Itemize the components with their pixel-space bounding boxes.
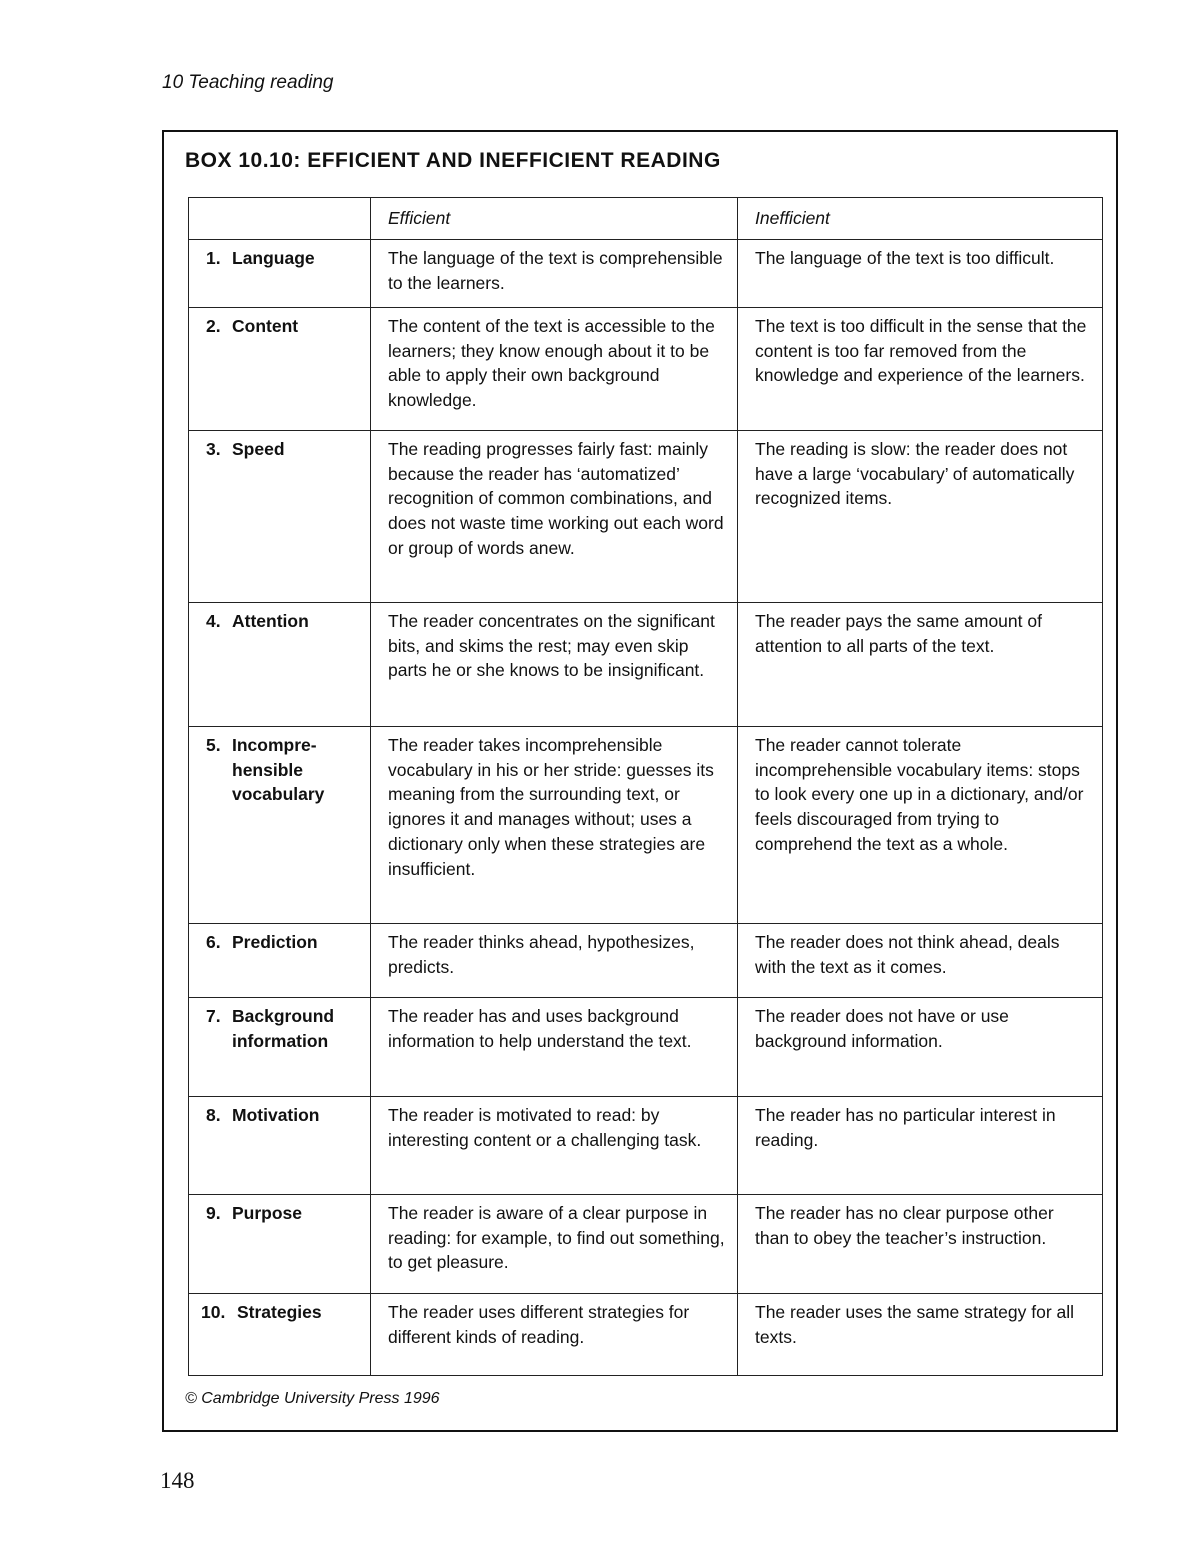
inefficient-cell: The language of the text is too difficult. [738, 240, 1103, 308]
inefficient-cell: The reader does not think ahead, deals with the text as it comes. [738, 924, 1103, 998]
table-row [189, 1195, 1103, 1294]
table-row [189, 998, 1103, 1097]
running-head: 10 Teaching reading [162, 72, 334, 93]
inefficient-cell: The reader has no particular interest in reading. [738, 1097, 1103, 1195]
efficient-cell: The reader is aware of a clear purpose in reading: for example, to find out something, to get pleasure. [371, 1195, 738, 1294]
row-label-text: Motivation [232, 1105, 320, 1125]
row-label [189, 924, 371, 998]
row-number: 6. [206, 932, 221, 952]
header-inefficient: Inefficient [738, 198, 1103, 240]
row-label [189, 431, 371, 603]
row-label [189, 603, 371, 727]
inefficient-cell: The reader uses the same strategy for all texts. [738, 1294, 1103, 1376]
row-number: 8. [206, 1105, 221, 1125]
efficient-cell: The reader thinks ahead, hypothesizes, predicts. [371, 924, 738, 998]
row-label-text: Purpose [232, 1203, 303, 1223]
row-label-text: Strategies [237, 1302, 322, 1322]
table-row [189, 924, 1103, 998]
row-number: 2. [206, 316, 221, 336]
table-row [189, 603, 1103, 727]
row-label-text: Background information [232, 1006, 335, 1051]
inefficient-cell: The reader cannot tolerate incomprehensible vocabulary items: stops to look every one up in a dictionary, and/or feels discouraged from trying to comprehend the text as a whole. [738, 727, 1103, 924]
box-10-10 [162, 130, 1118, 1432]
row-number: 5. [206, 735, 221, 755]
efficient-cell: The reader is motivated to read: by interesting content or a challenging task. [371, 1097, 738, 1195]
row-number: 7. [206, 1006, 221, 1026]
row-label [189, 998, 371, 1097]
efficient-cell: The language of the text is comprehensible to the learners. [371, 240, 738, 308]
inefficient-cell: The reader does not have or use background information. [738, 998, 1103, 1097]
row-label-text: Language [232, 248, 315, 268]
inefficient-cell: The reader has no clear purpose other than to obey the teacher’s instruction. [738, 1195, 1103, 1294]
row-label-text: Attention [232, 611, 309, 631]
box-title: BOX 10.10: EFFICIENT AND INEFFICIENT READING [185, 149, 721, 172]
efficient-cell: The reader takes incomprehensible vocabulary in his or her stride: guesses its meaning from the surrounding text, or ignores it and manages without; uses a dictionary only when these strategies are insufficient. [371, 727, 738, 924]
row-number: 1. [206, 248, 221, 268]
row-label [189, 240, 371, 308]
efficient-cell: The content of the text is accessible to the learners; they know enough about it to be able to apply their own background knowledge. [371, 308, 738, 431]
table-row [189, 431, 1103, 603]
row-label-text: Incompre-hensible vocabulary [232, 735, 325, 805]
row-label-text: Speed [232, 439, 285, 459]
page-number: 148 [160, 1468, 195, 1493]
efficient-cell: The reading progresses fairly fast: mainly because the reader has ‘automatized’ recognition of common combinations, and does not waste time working out each word or group of words anew. [371, 431, 738, 603]
efficient-cell: The reader uses different strategies for different kinds of reading. [371, 1294, 738, 1376]
efficient-cell: The reader concentrates on the significant bits, and skims the rest; may even skip parts he or she knows to be insignificant. [371, 603, 738, 727]
row-label [189, 1097, 371, 1195]
row-number: 10. [201, 1302, 226, 1322]
row-number: 9. [206, 1203, 221, 1223]
header-label-cell [189, 198, 371, 240]
row-label-text: Content [232, 316, 299, 336]
inefficient-cell: The text is too difficult in the sense that the content is too far removed from the knowledge and experience of the learners. [738, 308, 1103, 431]
inefficient-cell: The reading is slow: the reader does not have a large ‘vocabulary’ of automatically recognized items. [738, 431, 1103, 603]
header-efficient: Efficient [371, 198, 738, 240]
copyright-note: © Cambridge University Press 1996 [185, 1390, 440, 1407]
efficient-cell: The reader has and uses background information to help understand the text. [371, 998, 738, 1097]
table-row [189, 308, 1103, 431]
table-row [189, 240, 1103, 308]
efficient-inefficient-table [188, 197, 1103, 1376]
table-header-row [189, 198, 1103, 240]
row-number: 3. [206, 439, 221, 459]
table-row [189, 727, 1103, 924]
row-label [189, 308, 371, 431]
row-label [189, 727, 371, 924]
table-row [189, 1294, 1103, 1376]
row-number: 4. [206, 611, 221, 631]
row-label-text: Prediction [232, 932, 318, 952]
inefficient-cell: The reader pays the same amount of attention to all parts of the text. [738, 603, 1103, 727]
table-row [189, 1097, 1103, 1195]
row-label [189, 1294, 371, 1376]
row-label [189, 1195, 371, 1294]
